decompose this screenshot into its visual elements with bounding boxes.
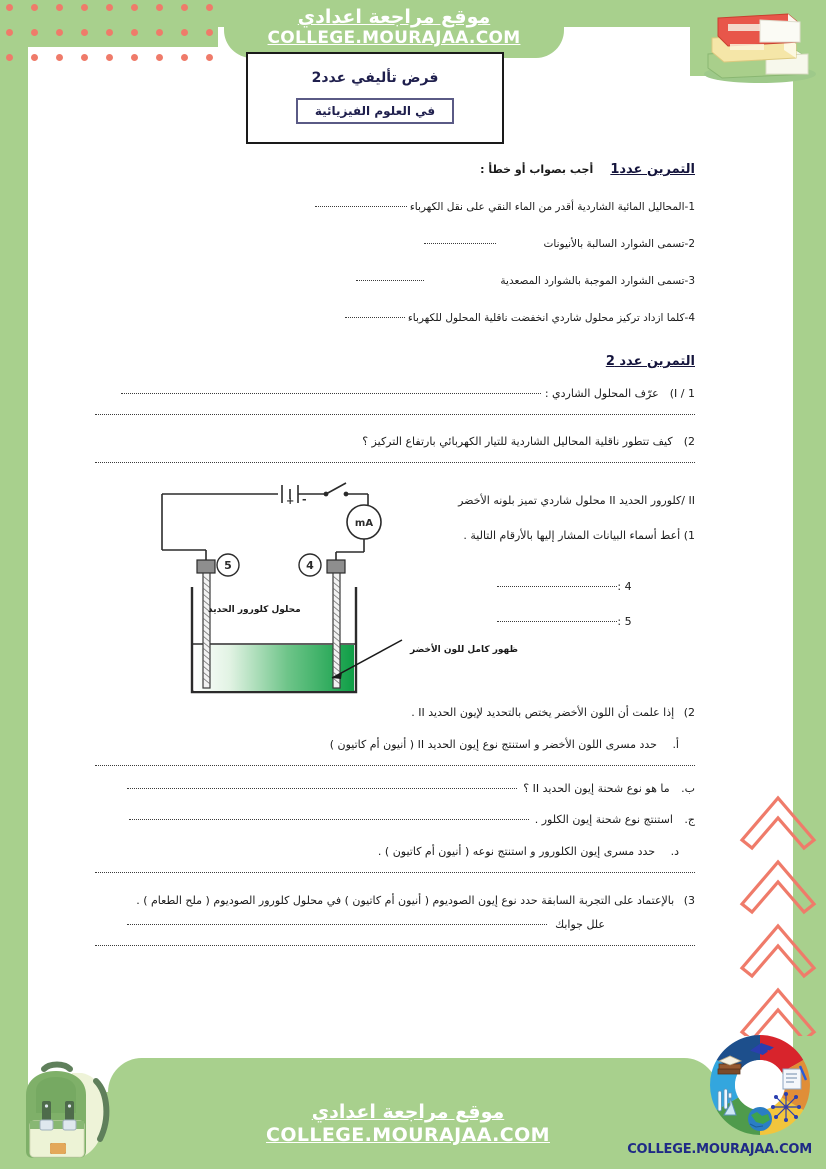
exercise-1-item-4 [95, 306, 695, 326]
exam-subject-box [296, 98, 454, 124]
exercise-2-header [95, 350, 695, 369]
ex2-part1-blank-line2[interactable] [95, 413, 695, 415]
svg-text:-: - [302, 493, 307, 506]
site-footer-banner [228, 1100, 588, 1147]
header-arabic-text: موقع مراجعة اعدادي [297, 6, 491, 28]
books-stack-icon [696, 4, 818, 84]
svg-text:+: + [286, 496, 295, 507]
chevron-arrows-decoration [738, 786, 818, 1036]
exercise-1-instruction: أجب بصواب أو خطأ : [480, 163, 594, 176]
ex2-sub-d-label: د. [670, 845, 679, 858]
ex1-item3-blank[interactable] [356, 279, 424, 281]
ex2-q2-text: كيف تتطور ناقلية المحاليل الشاردية للتيار الكهربائي بارتفاع التركيز ؟ [362, 435, 673, 448]
worksheet-lower-questions [95, 705, 695, 946]
footer-watermark-text: COLLEGE.MOURAJAA.COM [627, 1142, 812, 1157]
ex2-q3-blank-line2[interactable] [95, 944, 695, 946]
exercise-2-title: التمرين عدد 2 [605, 354, 695, 369]
ex2-q3-blank[interactable] [127, 923, 547, 925]
ex2-sub-a-text: حدد مسرى اللون الأخضر و استنتج نوع إيون الحديد II ( أنيون أم كاتيون ) [329, 738, 657, 751]
ex2-sub-a-blank[interactable] [95, 764, 695, 766]
coral-dots-decoration [0, 0, 230, 58]
ex2-item5-row [430, 613, 695, 630]
ex2-q2b-label: 2) [683, 706, 695, 719]
ex2-part2-intro: II /كلورور الحديد II محلول شاردي تميز بلونه الأخضر [458, 494, 695, 507]
ex1-item1-blank[interactable] [315, 205, 407, 207]
exercise-1-item-3 [95, 269, 695, 289]
ex1-item3-text: 3-تسمى الشوارد الموجبة بالشوارد المصعدية [500, 275, 695, 287]
ex1-item1-text: 1-المحاليل المائية الشاردية أقدر من الماء النقي على نقل الكهرباء [409, 201, 695, 213]
ex1-item4-text: 4-كلما ازداد تركيز محلول شاردي انخفضت ناقلية المحلول للكهرباء [407, 312, 695, 324]
footer-url-text: COLLEGE.MOURAJAA.COM [266, 1124, 550, 1146]
exercise-1-item-2 [95, 232, 695, 252]
ex2-sub-d-blank[interactable] [95, 871, 695, 873]
ex1-item4-blank[interactable] [345, 316, 405, 318]
ex2-item4-label: 4 : [617, 580, 632, 593]
exercise-2-q2 [95, 430, 695, 450]
ex2-sub-a-label: أ. [672, 738, 679, 751]
site-header-banner [224, 0, 564, 58]
ex2-part1-blank[interactable] [121, 392, 541, 394]
ex2-sub-c-label: ج. [684, 813, 695, 826]
bottom-green-arch [108, 1058, 718, 1092]
ex2-part1-text: عرّف المحلول الشاردي : [544, 387, 659, 400]
ex1-item2-text: 2-تسمى الشوارد السالبة بالأنيونات [543, 238, 695, 250]
exercise-2-part1 [95, 382, 695, 402]
exercise-1-item-1 [95, 195, 695, 215]
left-green-band [0, 0, 28, 1169]
ex1-item2-blank[interactable] [424, 242, 496, 244]
ex2-item5-label: 5 : [617, 615, 632, 628]
electrolysis-experiment-figure [150, 472, 420, 712]
ex2-q3-text: بالإعتماد على التجربة السابقة حدد نوع إيون الصوديوم ( أنيون أم كاتيون ) في محلول كلورور الصوديوم ( ملح الطعام ) . [136, 894, 675, 907]
ex2-sub-d-row [95, 844, 695, 860]
ex2-item5-blank[interactable] [497, 620, 617, 622]
exercise-1-header [95, 158, 695, 177]
exercise-2-part2-block [430, 492, 695, 630]
ex2-q2b-row [95, 705, 695, 721]
exam-subject-text: في العلوم الفيزيائية [314, 104, 436, 118]
svg-text:mA: mA [354, 518, 374, 529]
education-wheel-icon [700, 1029, 820, 1141]
figure-green-appearance-label: ظهور كامل للون الأخضر [410, 645, 518, 655]
ex2-sub-b-row [95, 781, 695, 797]
ex2-item4-row [430, 578, 695, 595]
ex2-q3-row [95, 893, 695, 909]
ex2-sub-b-text: ما هو نوع شحنة إيون الحديد II ؟ [523, 782, 670, 795]
ex2-q2-blank-line[interactable] [95, 461, 695, 463]
ex2-sub-a-row [95, 737, 695, 753]
ex2-q3-label: 3) [683, 894, 695, 907]
header-url-text: COLLEGE.MOURAJAA.COM [267, 28, 521, 48]
ex2-sub-b-blank[interactable] [127, 787, 517, 789]
svg-text:4: 4 [306, 559, 314, 572]
ex2-item4-blank[interactable] [497, 585, 617, 587]
worksheet-content [95, 158, 695, 463]
ex2-part1-label: I / 1) [669, 387, 695, 400]
footer-arabic-text: موقع مراجعة اعدادي [311, 1101, 505, 1123]
exam-title-main: فرض تأليفي عدد2 [311, 70, 439, 86]
ex2-sub-b-label: ب. [681, 782, 695, 795]
exercise-1-title: التمرين عدد1 [610, 162, 695, 177]
ex2-sub-d-text: حدد مسرى إيون الكلورور و استنتج نوعه ( أنيون أم كاتيون ) . [377, 845, 656, 858]
backpack-icon [4, 1061, 122, 1163]
ex2-q2b-text: إذا علمت أن اللون الأخضر يختص بالتحديد لإيون الحديد II . [411, 706, 675, 719]
exam-title-box [246, 52, 504, 144]
ex2-sub-c-row [95, 812, 695, 828]
ex2-sub-c-blank[interactable] [129, 818, 529, 820]
figure-solution-label: محلول كلورور الحديد [208, 605, 301, 615]
ex2-q3-text2: علل جوابك [555, 918, 605, 931]
ex2-q2-label: 2) [683, 435, 695, 448]
ex2-part2-q1: 1) أعط أسماء البيانات المشار إليها بالأرقام التالية . [463, 529, 695, 542]
ex2-sub-c-text: استنتج نوع شحنة إيون الكلور . [534, 813, 673, 826]
svg-text:5: 5 [224, 559, 232, 572]
ex2-q3-row2 [95, 917, 695, 933]
